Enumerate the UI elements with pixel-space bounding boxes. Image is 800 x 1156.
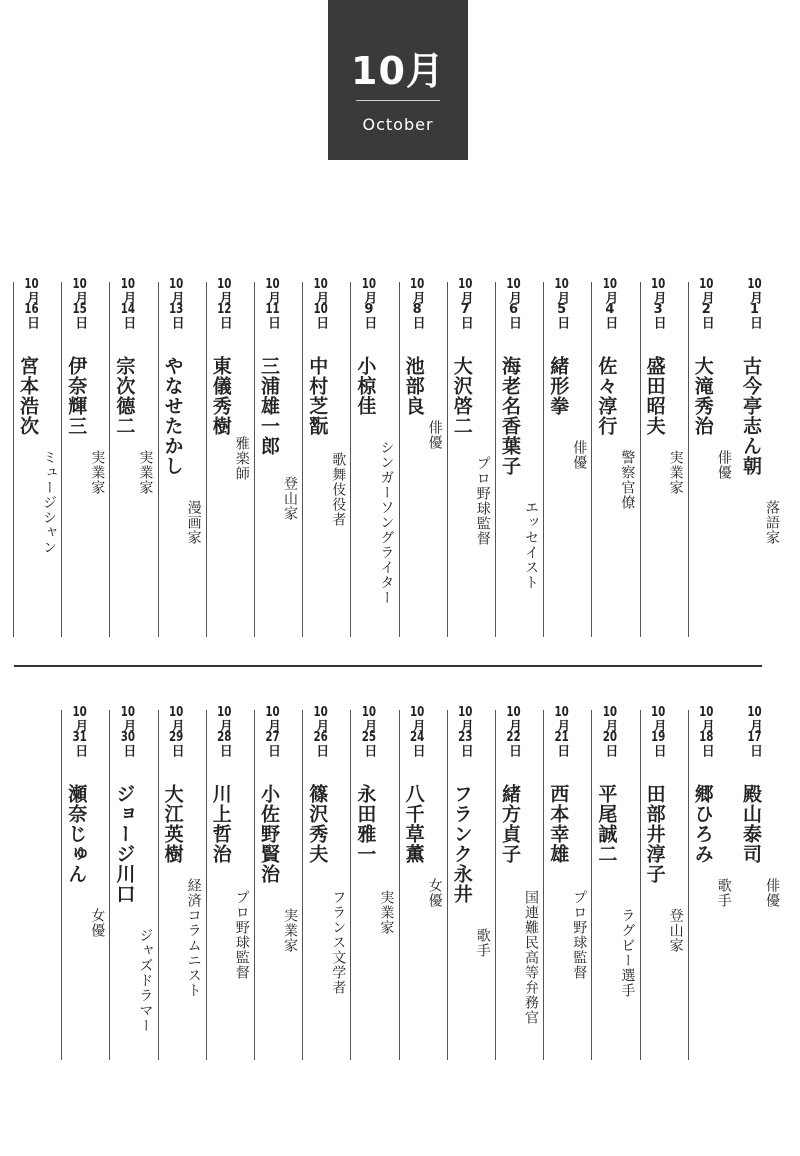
person-occupation: 雅楽師: [233, 436, 250, 481]
date-month: 10: [168, 278, 184, 291]
person-name: 宮本浩次: [17, 356, 39, 436]
date-month: 10: [650, 706, 666, 719]
entry-date: 10月19日: [650, 706, 666, 756]
birthday-entry: [17, 272, 61, 637]
person-occupation: ミュージシャン: [41, 450, 57, 555]
person-occupation: 実業家: [89, 450, 106, 495]
person-name: 大江英樹: [161, 784, 184, 864]
person-occupation: 俳優: [764, 878, 780, 908]
person-name: 西本幸雄: [547, 784, 570, 864]
birthday-entry: [210, 700, 254, 1060]
person-name: 佐々淳行: [595, 356, 618, 436]
date-day: 8: [412, 303, 422, 316]
entry-date: 10月20日: [602, 706, 618, 756]
person-name: フランク永井: [450, 784, 473, 904]
date-month: 10: [554, 278, 569, 291]
entry-date: 10月14日: [120, 278, 136, 328]
date-day: 15: [72, 303, 87, 316]
birthday-entry: [65, 700, 109, 1060]
person-name: 平尾誠二: [595, 784, 618, 864]
entry-date: 10月2日: [698, 278, 714, 328]
person-name: 三浦雄一郎: [258, 356, 280, 456]
entry-date: 10月6日: [506, 278, 521, 328]
person-name: 海老名香葉子: [499, 356, 521, 476]
date-month: 10: [409, 706, 425, 719]
person-occupation: 実業家: [667, 450, 684, 495]
birthday-entry: [403, 700, 447, 1060]
date-month: 10: [265, 706, 280, 719]
date-day: 19: [650, 731, 666, 744]
person-name: 田部井淳子: [643, 784, 666, 884]
person-occupation: 女優: [426, 878, 443, 908]
entry-date: 10月1日: [747, 278, 762, 328]
person-name: 瀬奈じゅん: [65, 784, 88, 884]
person-occupation: プロ野球監督: [571, 890, 588, 980]
person-name: 川上哲治: [209, 784, 232, 864]
person-name: 永田雅一: [354, 784, 377, 864]
person-occupation: 俳優: [571, 440, 588, 470]
date-day: 16: [24, 303, 39, 316]
date-month: 10: [361, 278, 377, 291]
birthday-row-2: [0, 700, 800, 1060]
date-month: 10: [120, 706, 136, 719]
entry-date: 10月13日: [168, 278, 184, 328]
birthday-entry: [162, 700, 206, 1060]
birthday-entry: [258, 700, 302, 1060]
person-occupation: 実業家: [282, 908, 298, 953]
entry-date: 10月28日: [216, 706, 232, 756]
person-occupation: ジャズドラマー: [137, 928, 154, 1033]
person-occupation: 登山家: [667, 908, 684, 953]
entry-date: 10月10日: [313, 278, 329, 328]
person-occupation: 歌手: [715, 878, 732, 908]
person-name: 八千草薫: [402, 784, 425, 864]
month-english: October: [362, 115, 434, 134]
person-occupation: 国連難民高等弁務官: [523, 890, 539, 1025]
entry-date: 10月3日: [650, 278, 666, 328]
birthday-entry: [740, 272, 784, 637]
date-month: 10: [24, 278, 39, 291]
entry-date: 10月27日: [265, 706, 280, 756]
birthday-entry: [595, 272, 639, 637]
person-name: 郷ひろみ: [691, 784, 714, 864]
date-day: 18: [699, 731, 714, 744]
birthday-row-1: [0, 272, 800, 637]
birthday-entry: [740, 700, 784, 1060]
date-day: 9: [364, 303, 374, 316]
date-month: 10: [458, 278, 473, 291]
person-occupation: ラグビー選手: [619, 908, 636, 998]
person-name: 大沢啓二: [450, 356, 473, 436]
date-month: 10: [747, 706, 762, 719]
entry-date: 10月23日: [457, 706, 473, 756]
date-month: 10: [361, 706, 377, 719]
person-occupation: 登山家: [282, 476, 298, 521]
date-month: 10: [409, 278, 425, 291]
person-occupation: フランス文学者: [330, 890, 347, 995]
person-name: 池部良: [402, 356, 425, 416]
birthday-entry: [692, 700, 736, 1060]
person-occupation: 経済コラムニスト: [185, 878, 202, 998]
birthday-entry: [499, 272, 543, 637]
date-month: 10: [265, 278, 280, 291]
date-month: 10: [554, 706, 569, 719]
row-divider: [14, 665, 762, 667]
birthday-entry: [644, 700, 688, 1060]
date-month: 10: [217, 706, 232, 719]
person-occupation: 実業家: [378, 890, 395, 935]
entry-date: 10月26日: [313, 706, 329, 756]
date-day: 11: [265, 303, 280, 316]
birthday-entry: [258, 272, 302, 637]
person-occupation: 歌舞伎役者: [330, 452, 347, 527]
entry-date: 10月21日: [554, 706, 570, 756]
date-day: 2: [701, 303, 711, 316]
date-day: 12: [217, 303, 232, 316]
person-name: 小佐野賢治: [258, 784, 280, 884]
date-day: 17: [747, 731, 762, 744]
entry-date: 10月8日: [409, 278, 425, 328]
date-month: 10: [699, 706, 714, 719]
birthday-entry: [547, 272, 591, 637]
date-month: 10: [313, 706, 328, 719]
birthday-entry: [354, 700, 398, 1060]
entry-date: 10月17日: [747, 706, 762, 756]
date-month: 10: [747, 278, 762, 291]
date-day: 10: [313, 303, 328, 316]
birthday-entry: [113, 272, 157, 637]
person-occupation: 実業家: [137, 450, 154, 495]
birthday-entry: [595, 700, 639, 1060]
person-name: やなせたかし: [161, 356, 184, 476]
person-occupation: 警察官僚: [619, 450, 636, 510]
entry-date: 10月16日: [24, 278, 39, 328]
birthday-entry: [451, 700, 495, 1060]
birthday-entry: [403, 272, 447, 637]
entry-date: 10月24日: [409, 706, 425, 756]
date-day: 31: [72, 731, 87, 744]
birthday-entry: [306, 272, 350, 637]
date-month: 10: [506, 706, 521, 719]
person-name: 中村芝翫: [306, 356, 329, 436]
person-name: 緒形拳: [547, 356, 570, 416]
date-month: 10: [217, 278, 232, 291]
person-name: 殿山泰司: [740, 784, 762, 864]
person-occupation: シンガーソングライター: [378, 440, 395, 605]
date-month: 10: [120, 278, 136, 291]
entry-date: 10月9日: [361, 278, 377, 328]
entry-date: 10月5日: [554, 278, 570, 328]
person-name: 古今亭志ん朝: [740, 356, 762, 476]
person-name: 小椋佳: [354, 356, 377, 416]
date-day: 24: [409, 731, 425, 744]
person-occupation: 漫画家: [185, 500, 202, 545]
date-day: 27: [265, 731, 280, 744]
date-month: 10: [602, 278, 618, 291]
birthday-entry: [306, 700, 350, 1060]
date-day: 5: [557, 303, 567, 316]
entry-date: 10月18日: [698, 706, 714, 756]
month-title: 10月: [351, 49, 445, 93]
date-day: 3: [653, 303, 663, 316]
entry-date: 10月15日: [72, 278, 88, 328]
birthday-entry: [162, 272, 206, 637]
date-day: 25: [361, 731, 377, 744]
date-day: 14: [120, 303, 136, 316]
person-name: 宗次德二: [113, 356, 136, 436]
person-occupation: エッセイスト: [523, 500, 539, 590]
date-day: 20: [602, 731, 618, 744]
date-day: 21: [554, 731, 569, 744]
birthday-entry: [644, 272, 688, 637]
date-day: 29: [168, 731, 184, 744]
date-month: 10: [650, 278, 666, 291]
birthday-entry: [113, 700, 157, 1060]
person-name: 緒方貞子: [499, 784, 521, 864]
birthday-entry: [547, 700, 591, 1060]
date-day: 28: [217, 731, 232, 744]
entry-date: 10月4日: [602, 278, 618, 328]
person-occupation: 落語家: [764, 500, 780, 545]
person-occupation: プロ野球監督: [474, 456, 491, 546]
date-month: 10: [699, 278, 714, 291]
date-day: 30: [120, 731, 136, 744]
person-name: 篠沢秀夫: [306, 784, 329, 864]
person-occupation: 俳優: [715, 450, 732, 480]
date-day: 13: [168, 303, 184, 316]
person-name: 伊奈輝三: [65, 356, 88, 436]
entry-date: 10月22日: [506, 706, 521, 756]
date-month: 10: [458, 706, 473, 719]
date-month: 10: [506, 278, 521, 291]
date-day: 7: [460, 303, 470, 316]
month-header: [328, 0, 468, 160]
date-day: 22: [506, 731, 521, 744]
date-month: 10: [72, 278, 87, 291]
person-occupation: 俳優: [426, 420, 443, 450]
date-month: 10: [602, 706, 618, 719]
date-month: 10: [72, 706, 87, 719]
entry-date: 10月25日: [361, 706, 377, 756]
date-day: 23: [458, 731, 473, 744]
birthday-entry: [499, 700, 543, 1060]
entry-date: 10月30日: [120, 706, 136, 756]
date-day: 1: [749, 303, 760, 316]
date-month: 10: [168, 706, 184, 719]
entry-date: 10月7日: [457, 278, 473, 328]
birthday-entry: [451, 272, 495, 637]
entry-date: 10月12日: [216, 278, 232, 328]
person-occupation: 歌手: [474, 928, 491, 958]
birthday-entry: [354, 272, 398, 637]
entry-date: 10月31日: [72, 706, 88, 756]
birthday-entry: [65, 272, 109, 637]
person-name: ジョージ川口: [113, 784, 136, 904]
header-rule: [356, 100, 440, 101]
entry-date: 10月29日: [168, 706, 184, 756]
date-day: 6: [508, 303, 519, 316]
date-day: 4: [605, 303, 615, 316]
entry-date: 10月11日: [265, 278, 280, 328]
birthday-entry: [692, 272, 736, 637]
person-name: 東儀秀樹: [209, 356, 232, 436]
date-day: 26: [313, 731, 328, 744]
person-occupation: プロ野球監督: [233, 890, 250, 980]
birthday-entry: [210, 272, 254, 637]
person-occupation: 女優: [89, 908, 106, 938]
person-name: 盛田昭夫: [643, 356, 666, 436]
person-name: 大滝秀治: [691, 356, 714, 436]
date-month: 10: [313, 278, 328, 291]
